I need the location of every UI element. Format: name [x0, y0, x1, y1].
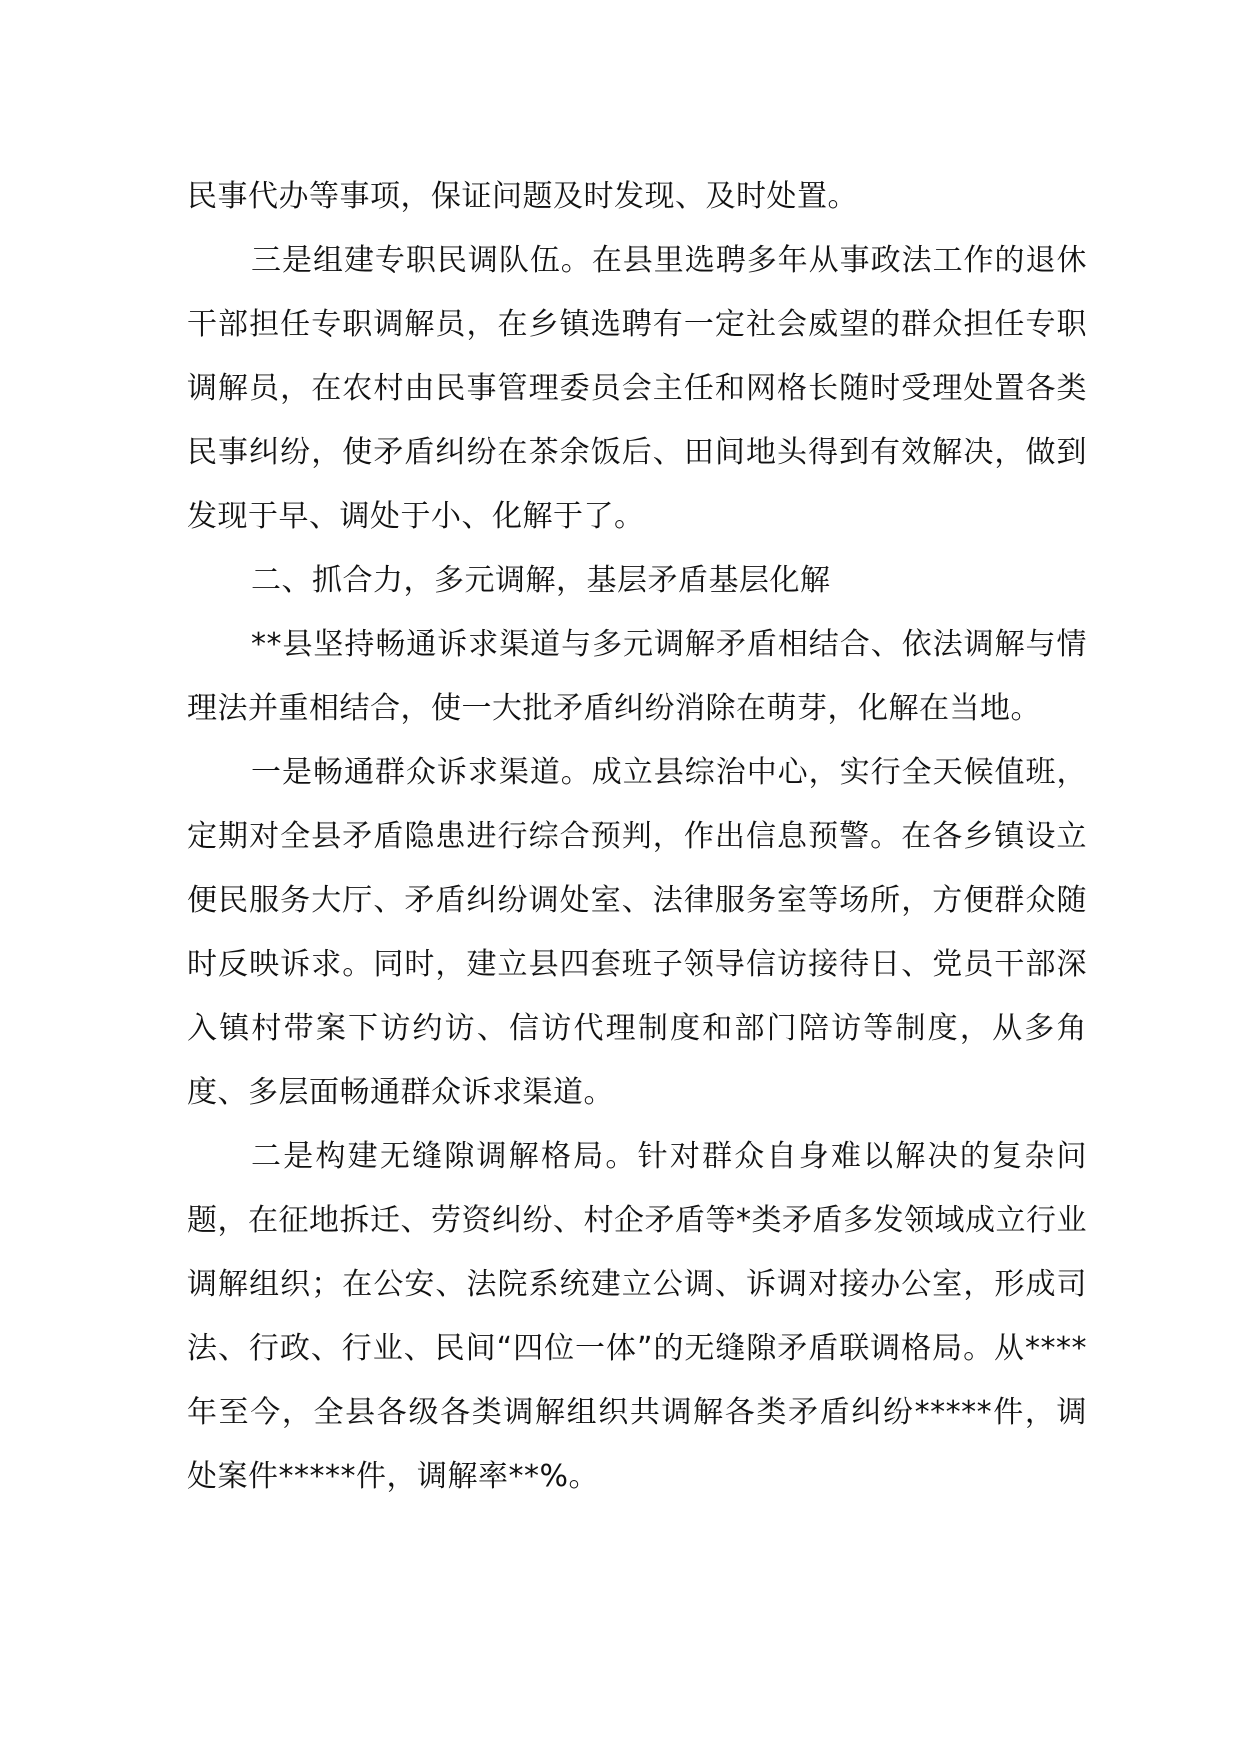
paragraph-section-intro: **县坚持畅通诉求渠道与多元调解矛盾相结合、依法调解与情理法并重相结合，使一大批矛盾纠纷消除在萌芽，化解在当地。	[187, 627, 1087, 726]
paragraph-continuation: 民事代办等事项，保证问题及时发现、及时处置。	[187, 179, 858, 214]
paragraph-item-one: 一是畅通群众诉求渠道。成立县综治中心，实行全天候值班，定期对全县矛盾隐患进行综合预判，作出信息预警。在各乡镇设立便民服务大厅、矛盾纠纷调处室、法律服务室等场所，方便群众随时反映诉求。同时，建立县四套班子领导信访接待日、党员干部深入镇村带案下访约访、信访代理制度和部门陪访等制度，从多角度、多层面畅通群众诉求渠道。	[187, 755, 1087, 1110]
document-body	[187, 165, 1087, 1509]
paragraph-item-two: 二是构建无缝隙调解格局。针对群众自身难以解决的复杂问题，在征地拆迁、劳资纠纷、村企矛盾等*类矛盾多发领域成立行业调解组织；在公安、法院系统建立公调、诉调对接办公室，形成司法、行政、行业、民间“四位一体”的无缝隙矛盾联调格局。从****年至今，全县各级各类调解组织共调解各类矛盾纠纷*****件，调处案件*****件，调解率**%。	[187, 1139, 1087, 1494]
paragraph-item-three: 三是组建专职民调队伍。在县里选聘多年从事政法工作的退休干部担任专职调解员，在乡镇选聘有一定社会威望的群众担任专职调解员，在农村由民事管理委员会主任和网格长随时受理处置各类民事纠纷，使矛盾纠纷在茶余饭后、田间地头得到有效解决，做到发现于早、调处于小、化解于了。	[187, 243, 1087, 534]
section-heading: 二、抓合力，多元调解，基层矛盾基层化解	[251, 563, 831, 598]
